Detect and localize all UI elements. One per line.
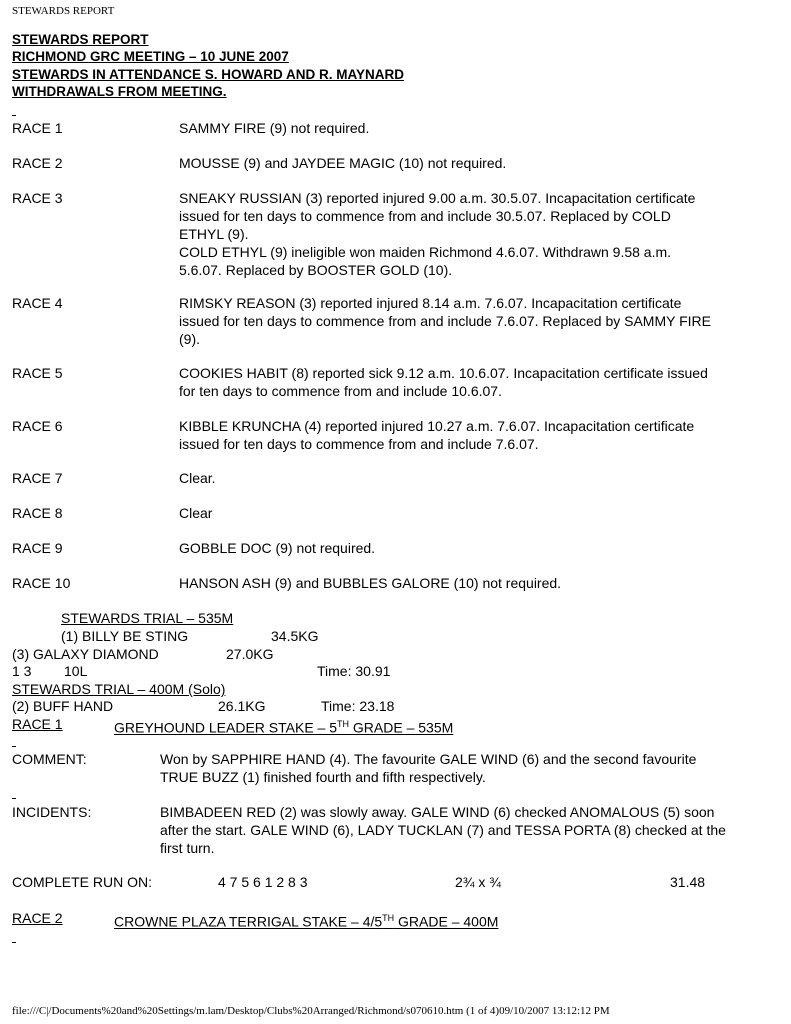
withdrawal-line: issued for ten days to commence from and include 7.6.07. Replaced by SAMMY FIRE	[179, 313, 711, 329]
withdrawal-race-label: RACE 9	[12, 540, 63, 556]
withdrawal-line: RIMSKY REASON (3) reported injured 8.14 a.m. 7.6.07. Incapacitation certificate	[179, 295, 682, 311]
withdrawal-line: KIBBLE KRUNCHA (4) reported injured 10.27 a.m. 7.6.07. Incapacitation certificate	[179, 418, 695, 434]
withdrawal-race-label: RACE 2	[12, 155, 63, 171]
complete-run-margins: 2¾ x ¾	[455, 874, 501, 890]
trial1-dog1-weight: 34.5KG	[271, 628, 319, 644]
incidents-line: after the start. GALE WIND (6), LADY TUCKLAN (7) and TESSA PORTA (8) checked at the	[160, 822, 726, 838]
complete-run-time: 31.48	[670, 874, 706, 890]
withdrawal-line: HANSON ASH (9) and BUBBLES GALORE (10) not required.	[179, 575, 562, 591]
withdrawal-detail	[179, 469, 759, 487]
withdrawals-heading: WITHDRAWALS FROM MEETING.	[12, 84, 227, 99]
withdrawal-detail	[179, 539, 759, 557]
withdrawal-race-label: RACE 7	[12, 470, 63, 486]
top-label: STEWARDS REPORT	[12, 5, 115, 17]
withdrawal-line: Clear	[179, 505, 213, 521]
withdrawal-line: GOBBLE DOC (9) not required.	[179, 540, 376, 556]
footer-url: file:///C|/Documents%20and%20Settings/m.lam/Desktop/Clubs%20Arranged/Richmond/s070610.htm (1 of 4)09/10/2007 13:12:12 PM	[12, 1005, 610, 1017]
withdrawal-race-label: RACE 10	[12, 575, 71, 591]
withdrawal-line: SAMMY FIRE (9) not required.	[179, 120, 370, 136]
incidents-line: BIMBADEEN RED (2) was slowly away. GALE WIND (6) checked ANOMALOUS (5) soon	[160, 804, 715, 820]
withdrawal-line: for ten days to commence from and include 10.6.07.	[179, 383, 502, 399]
incidents-text	[160, 803, 760, 857]
marker	[12, 746, 16, 747]
race2-title-sup: TH	[382, 913, 395, 923]
withdrawal-line: (9).	[179, 331, 200, 347]
trial1-dog1: (1) BILLY BE STING	[61, 628, 189, 644]
withdrawal-detail	[179, 364, 759, 400]
withdrawal-line: COOKIES HABIT (8) reported sick 9.12 a.m. 10.6.07. Incapacitation certificate issued	[179, 365, 708, 381]
race1-title-suffix: GRADE – 535M	[349, 719, 454, 736]
withdrawal-race-label: RACE 4	[12, 295, 63, 311]
withdrawal-detail	[179, 189, 759, 279]
trial1-title: STEWARDS TRIAL – 535M	[61, 610, 234, 626]
stewards-attendance: STEWARDS IN ATTENDANCE S. HOWARD AND R. MAYNARD	[12, 67, 405, 82]
withdrawal-race-label: RACE 3	[12, 190, 63, 206]
race2-title	[114, 909, 498, 931]
comment-text	[160, 750, 760, 786]
race2-title-text: CROWNE PLAZA TERRIGAL STAKE – 4/5	[114, 913, 383, 930]
withdrawal-detail	[179, 504, 759, 522]
trial1-time: Time: 30.91	[317, 663, 391, 679]
comment-label: COMMENT:	[12, 751, 87, 767]
withdrawal-line: SNEAKY RUSSIAN (3) reported injured 9.00 a.m. 30.5.07. Incapacitation certificate	[179, 190, 696, 206]
marker	[12, 942, 16, 943]
withdrawal-line: issued for ten days to commence from and include 30.5.07. Replaced by COLD	[179, 208, 671, 224]
complete-run-order: 4 7 5 6 1 2 8 3	[218, 874, 308, 890]
withdrawal-line: 5.6.07. Replaced by BOOSTER GOLD (10).	[179, 262, 453, 278]
trial1-result-margin: 10L	[64, 663, 88, 679]
incidents-line: first turn.	[160, 840, 215, 856]
withdrawal-line: ETHYL (9).	[179, 226, 249, 242]
trial1-dog2: (3) GALAXY DIAMOND	[12, 646, 159, 662]
comment-line: TRUE BUZZ (1) finished fourth and fifth respectively.	[160, 769, 486, 785]
marker	[12, 115, 16, 116]
race1-label: RACE 1	[12, 716, 63, 732]
race1-title-gap	[52, 715, 115, 733]
trial2-weight: 26.1KG	[218, 698, 266, 714]
withdrawal-detail	[179, 294, 759, 348]
race2-title-gap	[52, 909, 115, 927]
report-title: STEWARDS REPORT	[12, 32, 149, 47]
withdrawal-line: COLD ETHYL (9) ineligible won maiden Richmond 4.6.07. Withdrawn 9.58 a.m.	[179, 244, 672, 260]
withdrawal-line: issued for ten days to commence from and include 7.6.07.	[179, 436, 539, 452]
race1-title	[114, 715, 453, 737]
race1-title-sup: TH	[337, 719, 350, 729]
comment-line: Won by SAPPHIRE HAND (4). The favourite GALE WIND (6) and the second favourite	[160, 751, 697, 767]
withdrawal-detail	[179, 417, 759, 453]
withdrawal-race-label: RACE 8	[12, 505, 63, 521]
withdrawal-line: MOUSSE (9) and JAYDEE MAGIC (10) not required.	[179, 155, 507, 171]
race2-title-suffix: GRADE – 400M	[394, 913, 499, 930]
withdrawal-detail	[179, 154, 759, 172]
withdrawal-detail	[179, 119, 759, 137]
withdrawal-detail	[179, 574, 759, 592]
meeting-title: RICHMOND GRC MEETING – 10 JUNE 2007	[12, 49, 289, 64]
withdrawal-line: Clear.	[179, 470, 216, 486]
trial1-dog2-weight: 27.0KG	[226, 646, 274, 662]
withdrawal-race-label: RACE 6	[12, 418, 63, 434]
race2-label: RACE 2	[12, 910, 63, 926]
trial2-title: STEWARDS TRIAL – 400M (Solo)	[12, 681, 226, 697]
trial1-result-placings: 1 3	[12, 663, 32, 679]
race1-title-text: GREYHOUND LEADER STAKE – 5	[114, 719, 338, 736]
withdrawal-race-label: RACE 5	[12, 365, 63, 381]
trial2-time: Time: 23.18	[321, 698, 395, 714]
trial2-dog: (2) BUFF HAND	[12, 698, 114, 714]
marker	[12, 798, 16, 799]
complete-run-label: COMPLETE RUN ON:	[12, 874, 153, 890]
incidents-label: INCIDENTS:	[12, 804, 92, 820]
withdrawal-race-label: RACE 1	[12, 120, 63, 136]
